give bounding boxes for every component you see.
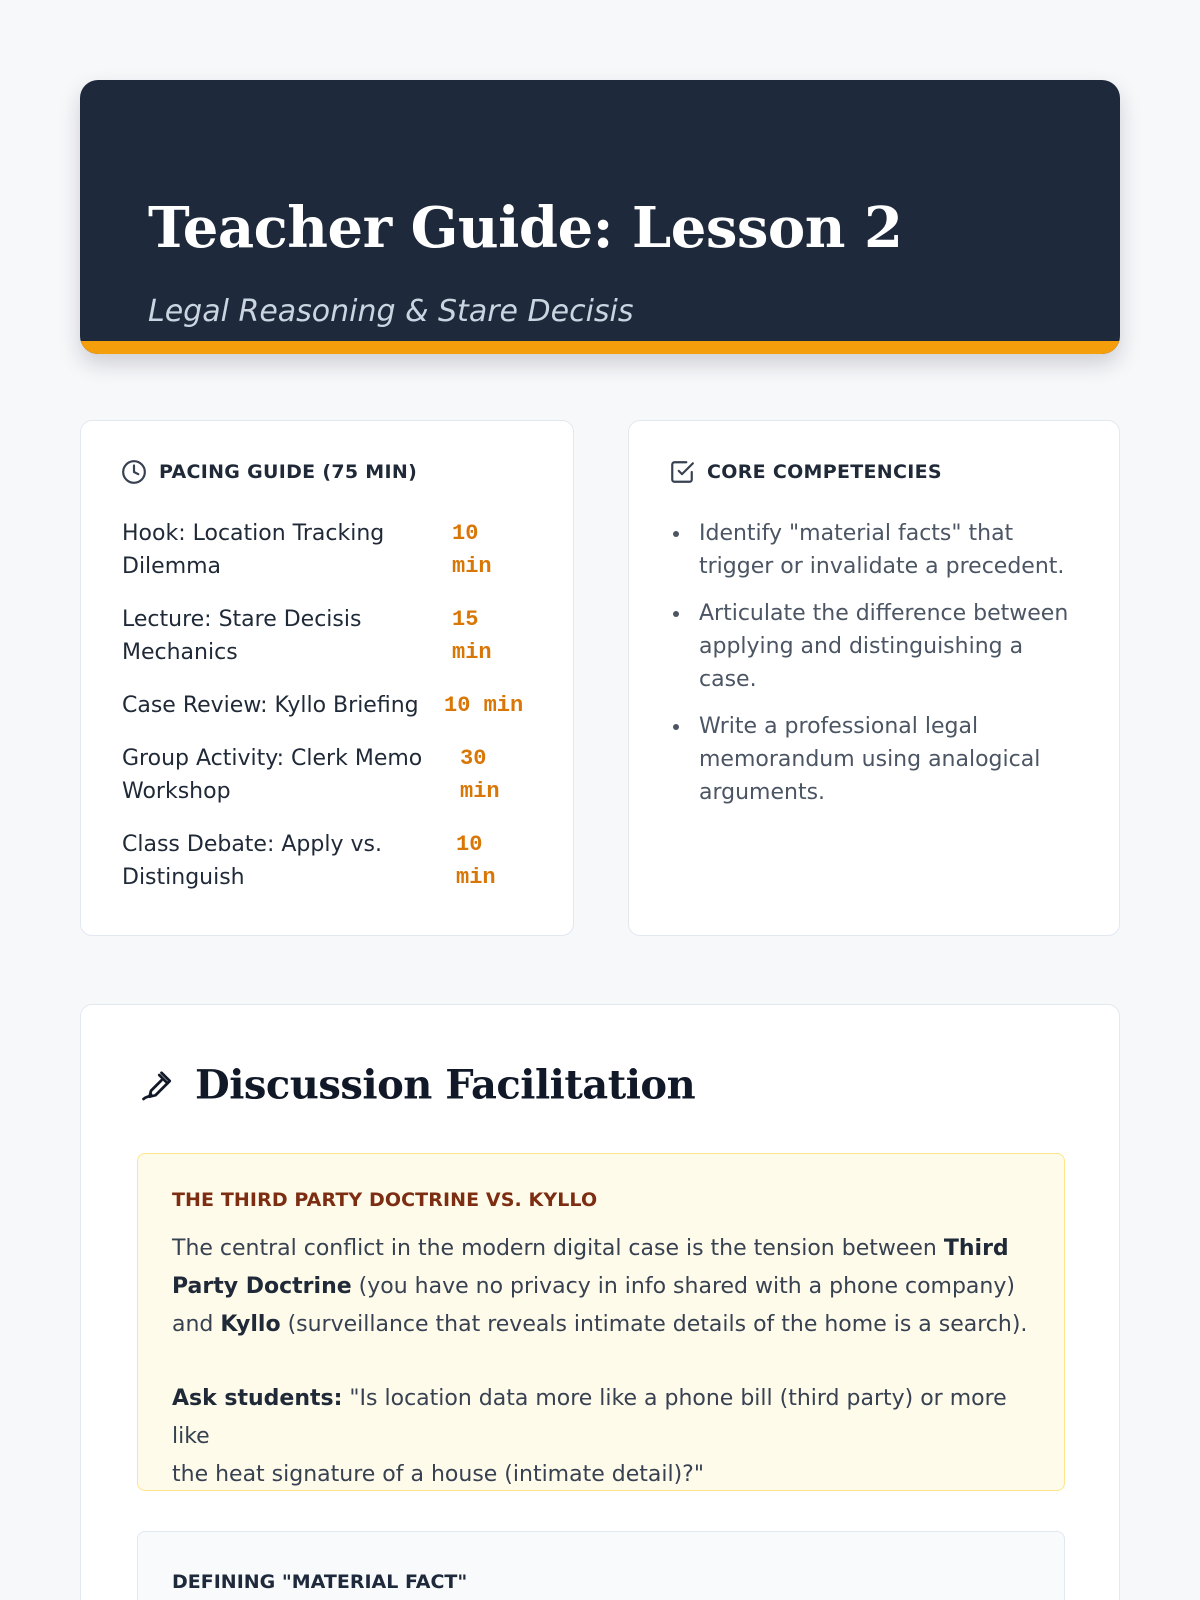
pacing-activity: Class Debate: Apply vs. Distinguish: [122, 832, 382, 890]
pacing-duration: 10 min: [444, 693, 524, 718]
discussion-facilitation-card: [80, 1004, 1120, 1600]
pacing-activity: Group Activity: Clerk Memo Workshop: [122, 746, 423, 804]
pacing-duration: 10 min: [452, 521, 492, 579]
pacing-list: [122, 517, 542, 914]
pacing-duration: 15 min: [452, 607, 492, 665]
callout-body: The central conflict in the modern digital case is the tension between Third Party Doctrine (you have no privacy in info shared with a phone company) and Kyllo (surveillance that reveals intimate details of the home is a search). Ask students: "Is location data more like a phone bill (third party) or more like the heat signature of a house (intimate detail)?": [172, 1236, 1028, 1487]
discussion-heading: [139, 1062, 695, 1109]
pacing-row: [122, 517, 542, 583]
pacing-activity: Lecture: Stare Decisis Mechanics: [122, 607, 362, 665]
material-fact-box: [137, 1531, 1065, 1600]
ask-students-label: Ask students:: [172, 1386, 343, 1411]
core-competencies-heading: [669, 459, 942, 485]
pacing-row: [122, 603, 542, 669]
pacing-guide-heading: [121, 459, 417, 485]
pacing-activity: Case Review: Kyllo Briefing: [122, 693, 419, 718]
pacing-duration: 10 min: [456, 832, 496, 890]
discussion-title: Discussion Facilitation: [195, 1061, 696, 1109]
page-subtitle: Legal Reasoning & Stare Decisis: [148, 294, 634, 329]
list-item: Write a professional legal memorandum using analogical arguments.: [699, 710, 1089, 809]
list-item: Articulate the difference between applying and distinguishing a case.: [699, 597, 1089, 696]
callout-heading: THE THIRD PARTY DOCTRINE VS. KYLLO: [172, 1189, 598, 1211]
list-item: Identify "material facts" that trigger or invalidate a precedent.: [699, 517, 1089, 583]
pacing-guide-title: PACING GUIDE (75 MIN): [159, 461, 418, 483]
header-accent-bar: [80, 341, 1120, 354]
doctrine-callout: [137, 1153, 1065, 1491]
core-competencies-card: [628, 420, 1120, 936]
pacing-duration: 30 min: [460, 746, 500, 804]
competency-list: [699, 517, 1089, 823]
material-fact-heading: DEFINING "MATERIAL FACT": [172, 1571, 468, 1593]
pen-icon: [139, 1067, 175, 1103]
pacing-row: [122, 828, 542, 894]
pacing-row: [122, 742, 542, 808]
page-title: Teacher Guide: Lesson 2: [148, 195, 903, 261]
lesson-header: [80, 80, 1120, 354]
pacing-row: [122, 689, 542, 722]
pacing-guide-card: [80, 420, 574, 936]
clock-icon: [121, 459, 147, 485]
pacing-activity: Hook: Location Tracking Dilemma: [122, 521, 385, 579]
core-competencies-title: CORE COMPETENCIES: [707, 461, 942, 483]
checkbox-icon: [669, 459, 695, 485]
